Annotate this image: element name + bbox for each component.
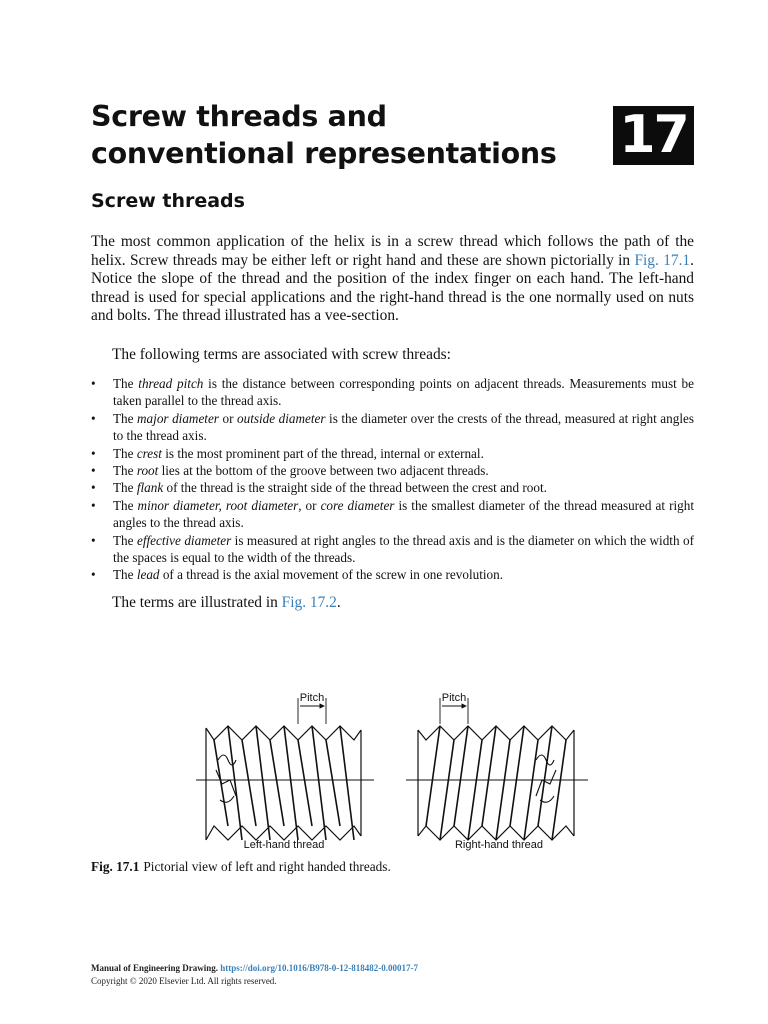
chapter-number-badge: 17	[613, 106, 694, 165]
intro-text-start: The most common application of the helix is in a screw thread which follows the path of the helix. Screw threads may be either left or right hand and these are shown pictorially in	[91, 233, 694, 269]
intro-paragraph	[91, 233, 694, 326]
terms-illustrated-paragraph: The terms are illustrated in Fig. 17.2.	[112, 594, 341, 611]
bullet-icon: •	[91, 410, 96, 426]
intro-text-end: . Notice the slope of the thread and the position of the index finger on each hand. The left-hand thread is used for special applications and the right-hand thread is the one normally used on nuts and bolts. The thread illustrated has a vee-section.	[91, 251, 694, 325]
list-item: • The major diameter or outside diameter is the diameter over the crests of the thread, measured at right angles to the thread axis.	[91, 410, 694, 444]
bullet-icon: •	[91, 463, 96, 479]
term: outside diameter	[237, 410, 326, 426]
term: effective diameter	[136, 532, 232, 548]
bullet-icon: •	[91, 497, 96, 513]
copyright-notice: Copyright © 2020 Elsevier Ltd. All rights reserved.	[91, 975, 277, 986]
page-footer	[91, 962, 418, 987]
term: minor diameter, root diameter	[137, 497, 299, 513]
list-item: • The root lies at the bottom of the groove between two adjacent threads.	[91, 463, 489, 479]
bullet-icon: •	[91, 376, 96, 391]
terms-intro-paragraph: The following terms are associated with screw threads:	[112, 346, 451, 363]
thread-figure	[196, 690, 596, 852]
term: thread pitch	[138, 376, 204, 391]
left-hand-thread-illustration	[196, 698, 374, 840]
doi-link[interactable]: https://doi.org/10.1016/B978-0-12-818482-0.00017-7	[220, 963, 419, 973]
list-item: • The crest is the most prominent part of the thread, internal or external.	[91, 445, 484, 461]
right-thread-caption: Right-hand thread	[454, 839, 544, 851]
term: lead	[136, 567, 160, 583]
list-item: • The effective diameter is measured at right angles to the thread axis and is the diameter on which the width of the spaces is equal to the width of the threads.	[91, 532, 694, 566]
bullet-icon: •	[91, 445, 96, 461]
right-pitch-label: Pitch	[441, 692, 467, 704]
figure-caption-text: Pictorial view of left and right handed threads.	[143, 859, 391, 874]
term: root	[136, 463, 159, 479]
term: core diameter	[320, 497, 395, 513]
list-item: • The flank of the thread is the straight side of the thread between the crest and root.	[91, 480, 547, 496]
term: major diameter	[137, 410, 219, 426]
bullet-icon: •	[91, 532, 96, 548]
left-pitch-label: Pitch	[299, 692, 325, 704]
left-thread-caption: Left-hand thread	[243, 839, 325, 851]
fig-17-1-link[interactable]: Fig. 17.1	[634, 251, 691, 269]
fig-17-2-link[interactable]: Fig. 17.2	[281, 594, 337, 611]
list-item: • The thread pitch is the distance between corresponding points on adjacent threads. Measurements must be taken parallel to the thread axis.	[91, 376, 694, 409]
book-title: Manual of Engineering Drawing.	[91, 963, 219, 973]
bullet-icon: •	[91, 567, 96, 583]
chapter-title: Screw threads and conventional representations	[91, 100, 557, 170]
figure-caption	[91, 858, 391, 875]
term: flank	[136, 480, 164, 496]
figure-label: Fig. 17.1	[91, 859, 140, 874]
list-item: • The lead of a thread is the axial movement of the screw in one revolution.	[91, 567, 504, 583]
term: crest	[136, 445, 162, 461]
bullet-icon: •	[91, 480, 96, 496]
right-hand-thread-illustration	[406, 698, 588, 840]
section-heading: Screw threads	[91, 190, 245, 212]
terms-list	[91, 375, 694, 584]
list-item: • The minor diameter, root diameter, or core diameter is the smallest diameter of the thread measured at right angles to the thread axis.	[91, 497, 694, 531]
